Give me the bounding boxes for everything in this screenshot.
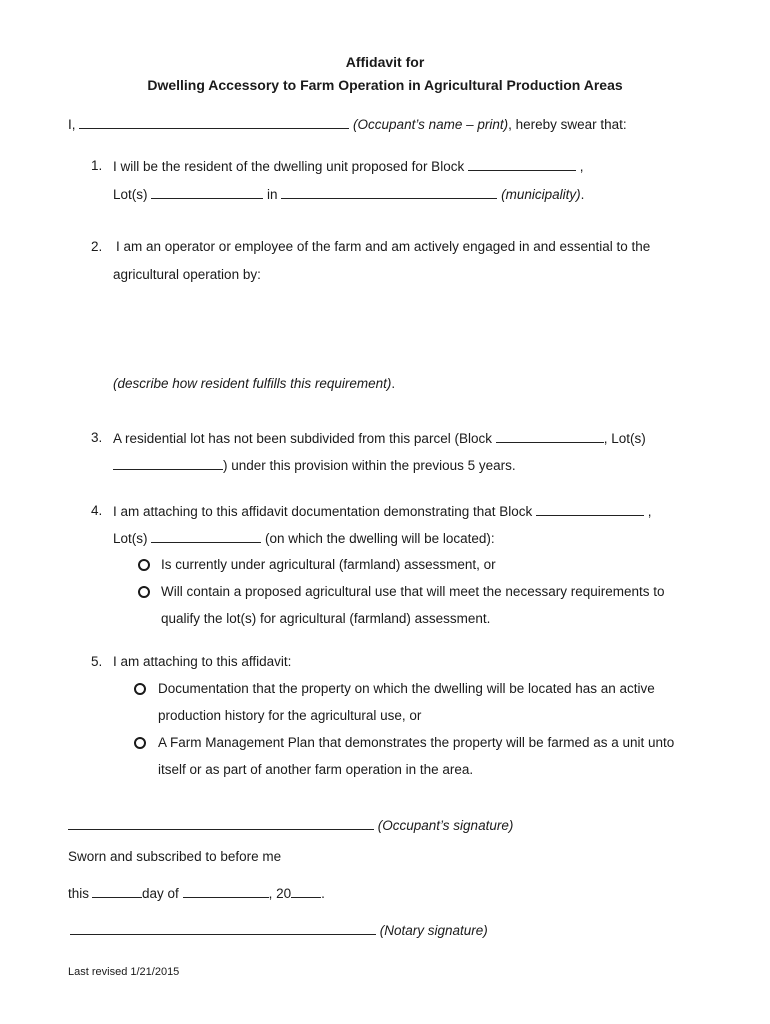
item4-option2-text: Will contain a proposed agricultural use that will meet the necessary requirements to: [161, 584, 665, 599]
item3-number: 3.: [91, 430, 103, 445]
item2-description-area[interactable]: [113, 302, 713, 364]
item4-option2-radio[interactable]: [138, 586, 150, 598]
item1-line-b: [113, 185, 584, 204]
item4-lot-label: Lot(s): [113, 531, 148, 546]
item2-hint: (describe how resident fulfills this requirement): [113, 376, 392, 391]
last-revised-footer: Last revised 1/21/2015: [68, 966, 180, 978]
occupant-signature-line: [68, 816, 513, 835]
item5-option1-radio[interactable]: [134, 683, 146, 695]
item3-lot-label: , Lot(s): [603, 431, 646, 446]
item2-text-b: agricultural operation by:: [113, 267, 261, 282]
item3-lot-field[interactable]: [113, 456, 223, 470]
occupant-name-hint: (Occupant’s name – print): [353, 117, 509, 132]
title-line-1: Affidavit for: [345, 54, 425, 70]
item3-text-a: A residential lot has not been subdivided from this parcel (Block: [113, 431, 492, 446]
item2-text-a: I am an operator or employee of the farm and am actively engaged in and essential to the: [116, 239, 651, 254]
notary-signature-hint: (Notary signature): [379, 923, 488, 938]
date-this: this: [68, 886, 90, 901]
notary-signature-line: [70, 921, 488, 940]
item4-line-a: [113, 502, 652, 521]
title-line-2: Dwelling Accessory to Farm Operation in Agricultural Production Areas: [147, 77, 623, 93]
item4-block-field[interactable]: [536, 502, 644, 516]
year-field[interactable]: [291, 884, 321, 898]
item5-option2-text-cont: itself or as part of another farm operation in the area.: [158, 762, 474, 777]
sworn-text: Sworn and subscribed to before me: [68, 849, 282, 864]
item5-text-a: I am attaching to this affidavit:: [113, 654, 292, 669]
item3-line-b: [113, 456, 516, 475]
item5-option1-text: Documentation that the property on which the dwelling will be located has an active: [158, 681, 655, 696]
item4-located-text: (on which the dwelling will be located):: [265, 531, 495, 546]
intro-line: [68, 115, 627, 134]
item4-text-a: I am attaching to this affidavit documentation demonstrating that Block: [113, 504, 533, 519]
intro-prefix: I,: [68, 117, 76, 132]
intro-suffix: , hereby swear that:: [508, 117, 627, 132]
item1-municipality-field[interactable]: [281, 185, 497, 199]
item1-block-field[interactable]: [468, 157, 576, 171]
date-day-of: day of: [142, 886, 179, 901]
item4-line-b: [113, 529, 495, 548]
item1-number: 1.: [91, 158, 103, 173]
item1-lot-label: Lot(s): [113, 187, 148, 202]
notary-signature-field[interactable]: [70, 921, 376, 935]
item1-lot-field[interactable]: [151, 185, 263, 199]
item3-line-a: [113, 429, 646, 448]
item4-option2-text-cont: qualify the lot(s) for agricultural (farmland) assessment.: [161, 611, 491, 626]
item5-option2-text: A Farm Management Plan that demonstrates the property will be farmed as a unit unto: [158, 735, 675, 750]
item4-number: 4.: [91, 503, 103, 518]
item3-block-field[interactable]: [496, 429, 604, 443]
item5-number: 5.: [91, 654, 103, 669]
item5-option2-radio[interactable]: [134, 737, 146, 749]
item1-municipality-hint: (municipality): [501, 187, 581, 202]
date-line: [68, 884, 325, 903]
occupant-signature-field[interactable]: [68, 816, 374, 830]
item4-lot-field[interactable]: [151, 529, 261, 543]
item4-comma: ,: [647, 504, 652, 519]
date-year-prefix: , 20: [268, 886, 292, 901]
item1-comma: ,: [579, 159, 584, 174]
day-field[interactable]: [92, 884, 142, 898]
item5-option1-text-cont: production history for the agricultural use, or: [158, 708, 422, 723]
item1-text-a: I will be the resident of the dwelling unit proposed for Block: [113, 159, 465, 174]
item1-in-label: in: [267, 187, 278, 202]
occupant-name-field[interactable]: [79, 115, 349, 129]
item2-period: .: [391, 376, 396, 391]
item4-option1-radio[interactable]: [138, 559, 150, 571]
date-period: .: [321, 886, 325, 901]
item1-period: .: [580, 187, 585, 202]
item2-hint-line: [113, 375, 395, 393]
item4-option1-text: Is currently under agricultural (farmland) assessment, or: [161, 557, 496, 572]
item3-text-b: ) under this provision within the previous 5 years.: [223, 458, 516, 473]
item1-line-a: [113, 157, 584, 176]
month-field[interactable]: [183, 884, 269, 898]
occupant-signature-hint: (Occupant’s signature): [377, 818, 514, 833]
item2-number: 2.: [91, 239, 103, 254]
